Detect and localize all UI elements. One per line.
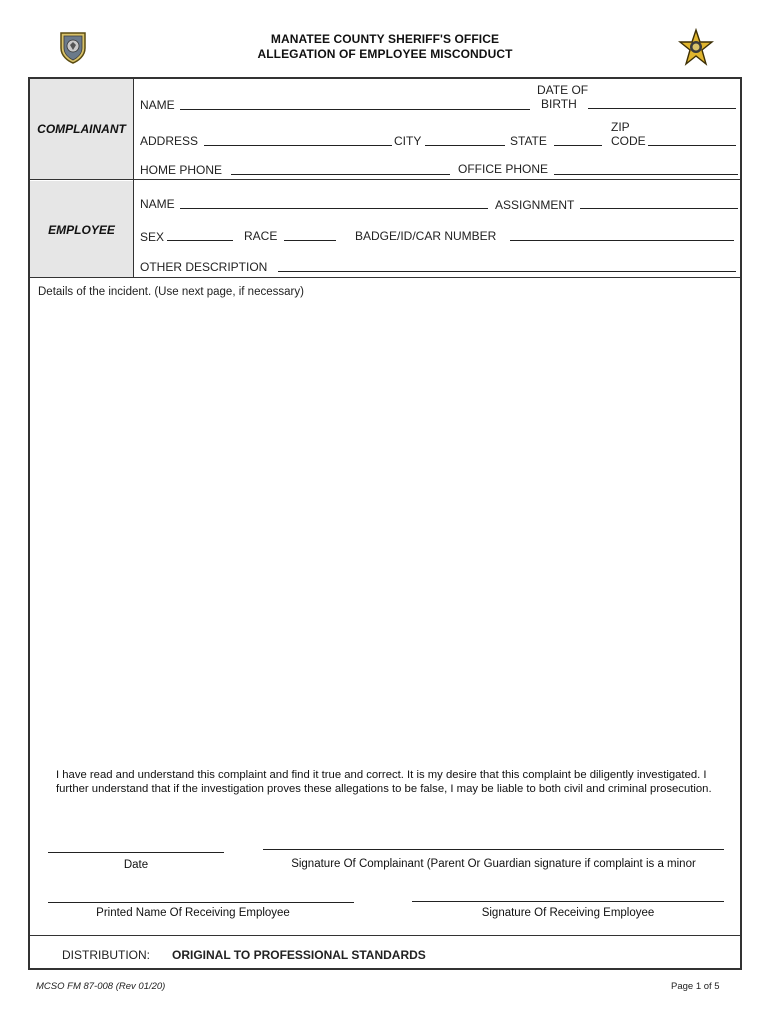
zip-label-line2: CODE — [611, 134, 646, 148]
distribution-value: ORIGINAL TO PROFESSIONAL STANDARDS — [172, 948, 426, 962]
details-divider — [30, 277, 740, 278]
sex-label: SEX — [140, 230, 165, 244]
badge-id-label: BADGE/ID/CAR NUMBER — [355, 229, 497, 243]
complainant-zip-field[interactable] — [648, 145, 736, 146]
complainant-name-field[interactable] — [180, 109, 530, 110]
date-label: Date — [123, 859, 149, 871]
assignment-field[interactable] — [580, 208, 738, 209]
distribution-divider — [30, 935, 740, 936]
form-agency-title: MANATEE COUNTY SHERIFF'S OFFICE — [270, 32, 500, 46]
complainant-address-field[interactable] — [204, 145, 392, 146]
form-title: ALLEGATION OF EMPLOYEE MISCONDUCT — [257, 47, 513, 61]
office-phone-label: OFFICE PHONE — [458, 162, 549, 176]
receiving-name-label: Printed Name Of Receiving Employee — [96, 907, 290, 919]
complainant-signature-line[interactable] — [263, 849, 724, 850]
other-description-label: OTHER DESCRIPTION — [140, 260, 268, 274]
employee-name-field[interactable] — [180, 208, 488, 209]
page-number: Page 1 of 5 — [671, 981, 720, 992]
sheriff-star-icon — [678, 28, 714, 68]
complainant-state-label: STATE — [510, 134, 547, 148]
complainant-signature-label: Signature Of Complainant (Parent Or Guardian signature if complaint is a minor — [291, 858, 696, 870]
receiving-signature-line[interactable] — [412, 901, 724, 902]
details-label: Details of the incident. (Use next page, if necessary) — [38, 286, 304, 298]
assignment-label: ASSIGNMENT — [495, 198, 575, 212]
dob-label-line1: DATE OF — [537, 83, 589, 97]
complainant-section-label: COMPLAINANT — [37, 122, 126, 136]
complainant-city-field[interactable] — [425, 145, 505, 146]
dob-label-line2: BIRTH — [541, 97, 577, 111]
sex-field[interactable] — [167, 240, 233, 241]
form-number: MCSO FM 87-008 (Rev 01/20) — [36, 981, 166, 992]
race-field[interactable] — [284, 240, 336, 241]
badge-id-field[interactable] — [510, 240, 734, 241]
employee-name-label: NAME — [140, 197, 175, 211]
employee-section-label: EMPLOYEE — [48, 223, 115, 237]
complainant-city-label: CITY — [394, 134, 422, 148]
zip-label-line1: ZIP — [611, 120, 630, 134]
date-signature-line[interactable] — [48, 852, 224, 853]
office-phone-field[interactable] — [554, 174, 738, 175]
affirmation-statement: I have read and understand this complaint and find it true and correct. It is my desire that this complaint be diligently investigated. I further understand that if the investigation proves these allegations to be false, I may be liable to both civil and criminal prosecution. — [56, 769, 712, 795]
complainant-address-label: ADDRESS — [140, 134, 199, 148]
section-divider — [30, 179, 740, 180]
receiving-signature-label: Signature Of Receiving Employee — [481, 907, 655, 919]
race-label: RACE — [244, 229, 278, 243]
distribution-label: DISTRIBUTION: — [62, 948, 151, 962]
complainant-state-field[interactable] — [554, 145, 602, 146]
details-textarea[interactable] — [36, 304, 734, 754]
receiving-name-line[interactable] — [48, 902, 354, 903]
complainant-name-label: NAME — [140, 98, 175, 112]
home-phone-field[interactable] — [231, 174, 450, 175]
home-phone-label: HOME PHONE — [140, 163, 223, 177]
other-description-field[interactable] — [278, 271, 736, 272]
complainant-dob-field[interactable] — [588, 108, 736, 109]
